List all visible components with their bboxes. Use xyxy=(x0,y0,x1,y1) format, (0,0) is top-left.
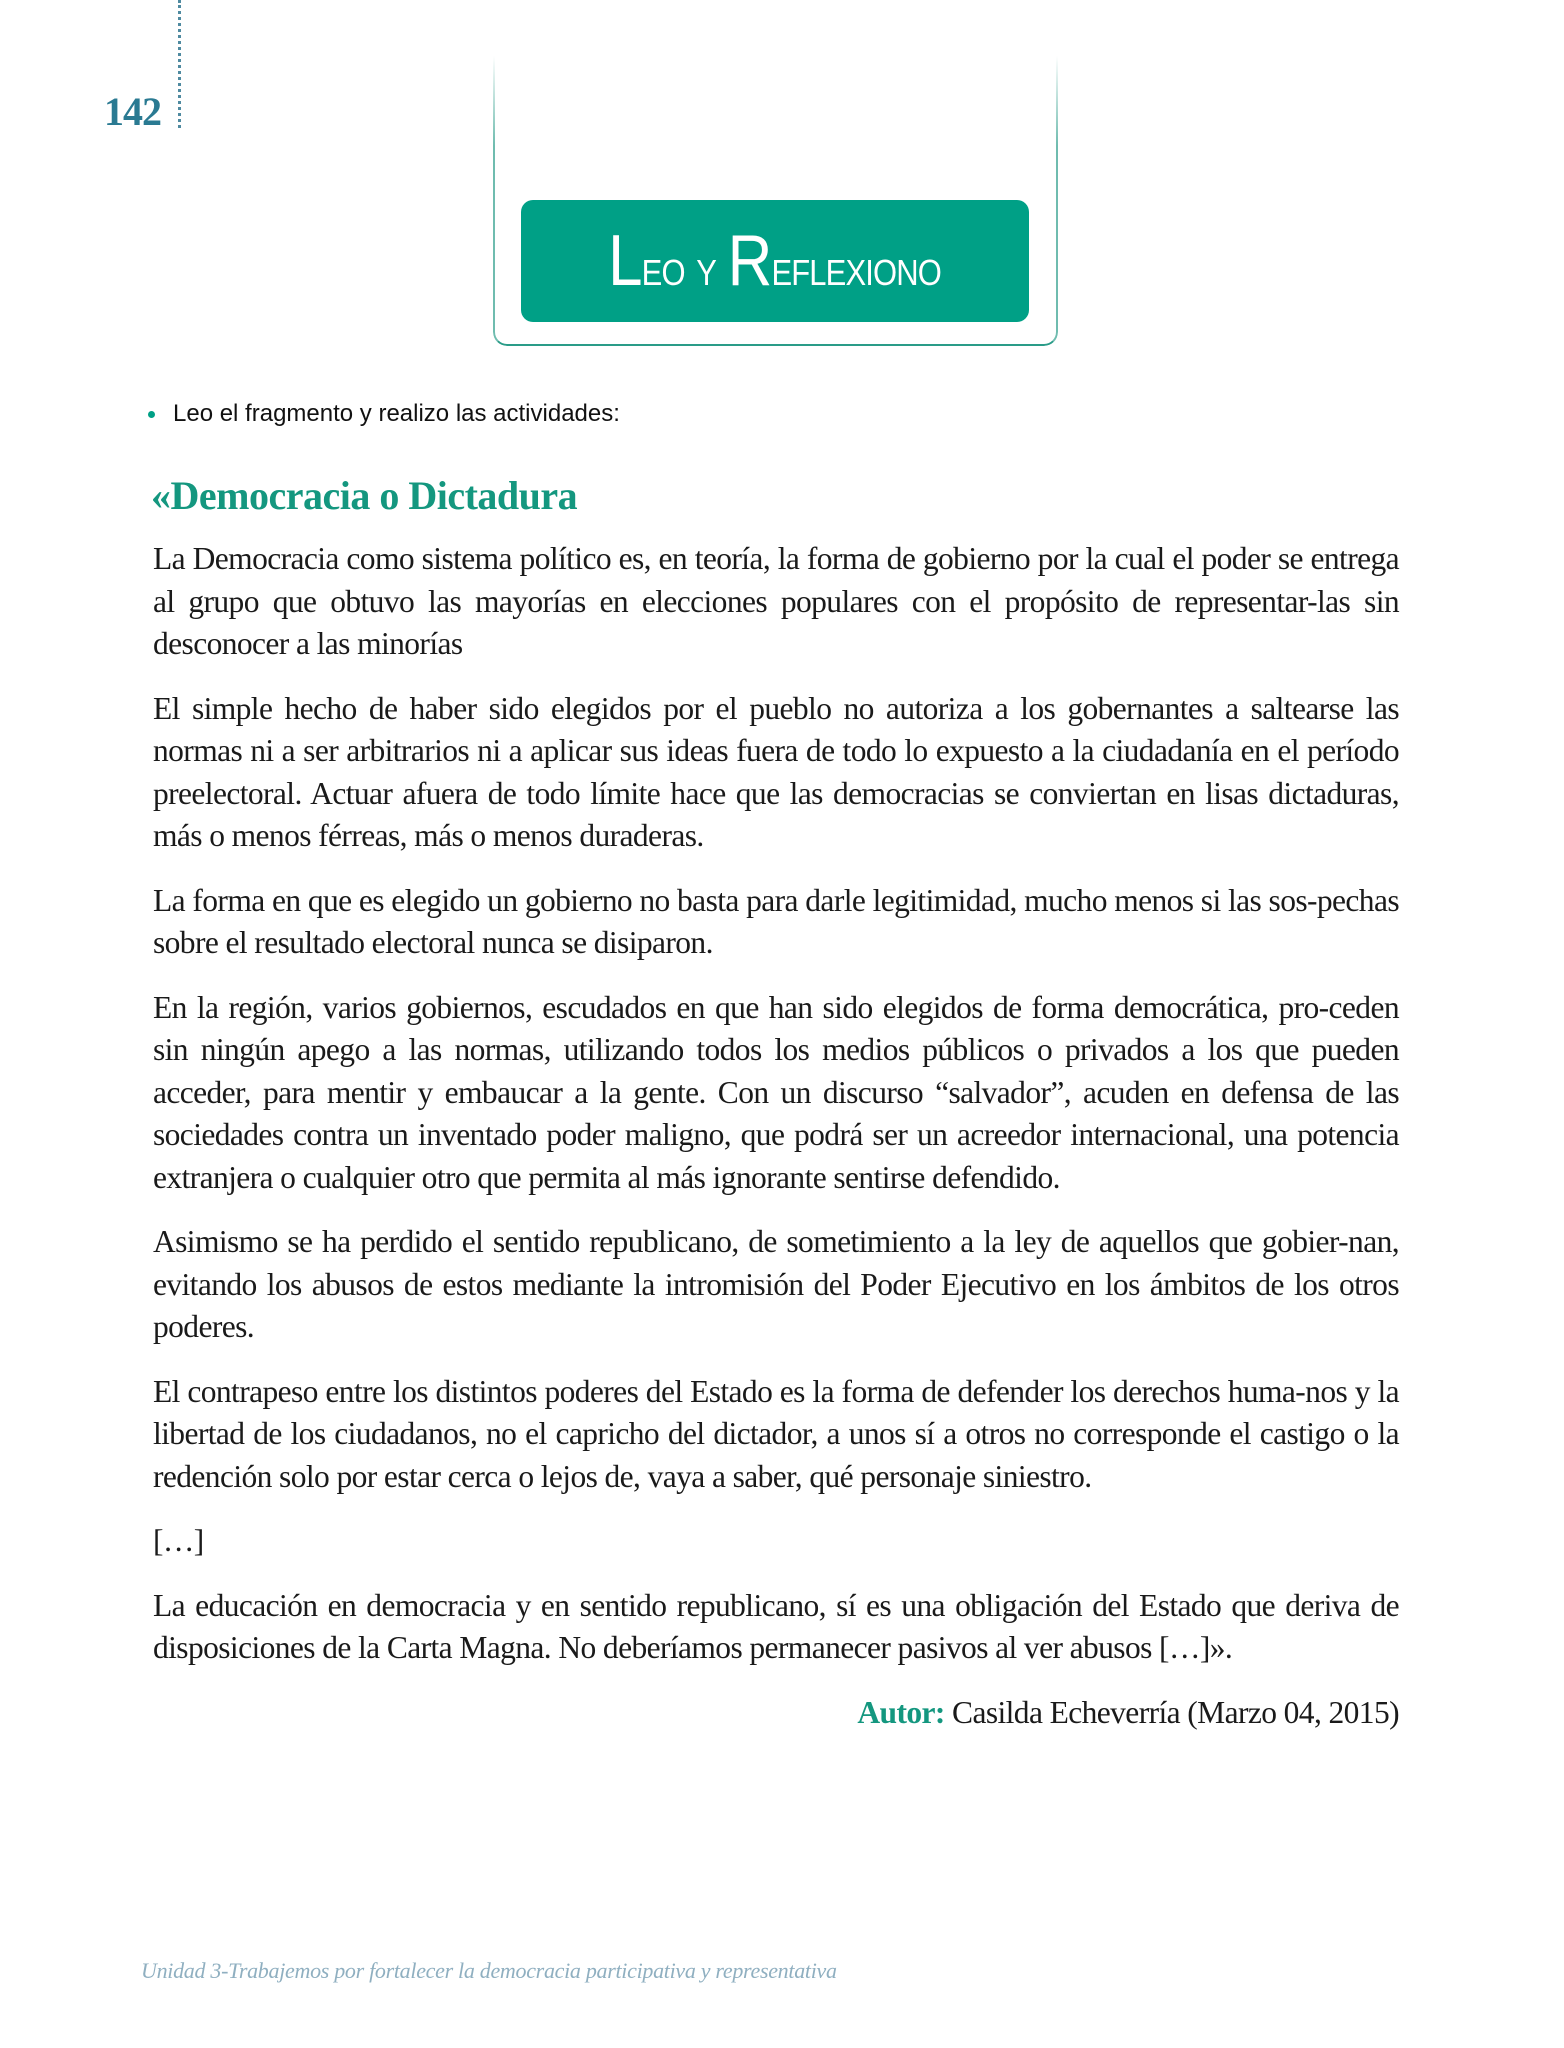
author-line xyxy=(153,1692,1399,1735)
page-number: 142 xyxy=(104,89,161,134)
instruction xyxy=(148,400,620,428)
article-paragraph: El simple hecho de haber sido elegidos por el pueblo no autoriza a los gobernantes a saltearse las normas ni a ser arbitrarios ni a aplicar sus ideas fuera de todo lo expuesto a la ciudadanía en el período preelectoral. Actuar afuera de todo límite hace que las democracias se conviertan en lisas dictaduras, más o menos férreas, más o menos duraderas. xyxy=(153,690,1399,853)
section-title xyxy=(609,220,942,302)
section-banner xyxy=(521,200,1029,322)
section-title-part-2: eflexiono xyxy=(771,239,942,297)
margin-dotted-rule xyxy=(178,0,181,128)
author-label: Autor: xyxy=(857,1694,945,1730)
section-title-cap-2: R xyxy=(728,221,772,301)
article-paragraph: En la región, varios gobiernos, escudados en que han sido elegidos de forma democrática, pro-ceden sin ningún apego a las normas, utilizando todos los medios públicos o privados a los que pueden acceder, para mentir y embaucar a la gente. Con un discurso “salvador”, acuden en defensa de las sociedades contra un inventado poder maligno, que podrá ser un acreedor internacional, una potencia extranjera o cualquier otro que permita al más ignorante sentirse defendido. xyxy=(153,989,1399,1195)
section-title-part-1: eo y xyxy=(642,239,729,297)
article-paragraph: Asimismo se ha perdido el sentido republicano, de sometimiento a la ley de aquellos que gobier-nan, evitando los abusos de estos mediante la intromisión del Poder Ejecutivo en los ámbitos de los otros poderes. xyxy=(153,1224,1399,1344)
article-title: «Democracia o Dictadura xyxy=(151,473,578,518)
article-body xyxy=(153,538,1399,1734)
page-footer: Unidad 3-Trabajemos por fortalecer la democracia participativa y representativa xyxy=(141,1958,837,1983)
author-value: Casilda Echeverría (Marzo 04, 2015) xyxy=(952,1694,1399,1730)
article-paragraph: La Democracia como sistema político es, en teoría, la forma de gobierno por la cual el poder se entrega al grupo que obtuvo las mayorías en elecciones populares con el propósito de representar-las sin desconocer a las minorías xyxy=(153,541,1399,661)
omission-mark: […] xyxy=(153,1523,204,1558)
bullet-icon xyxy=(148,411,155,418)
instruction-text: Leo el fragmento y realizo las actividades: xyxy=(173,400,620,427)
article-paragraph: La educación en democracia y en sentido republicano, sí es una obligación del Estado que deriva de disposiciones de la Carta Magna. No deberíamos permanecer pasivos al ver abusos […]». xyxy=(153,1587,1399,1665)
article-paragraph: La forma en que es elegido un gobierno no basta para darle legitimidad, mucho menos si las sos-pechas sobre el resultado electoral nunca se disiparon. xyxy=(153,882,1399,960)
article-paragraph: El contrapeso entre los distintos poderes del Estado es la forma de defender los derechos huma-nos y la libertad de los ciudadanos, no el capricho del dictador, a unos sí a otros no corresponde el castigo o la redención solo por estar cerca o lejos de, vaya a saber, qué personaje siniestro. xyxy=(153,1373,1399,1494)
section-title-cap-1: L xyxy=(608,221,643,301)
